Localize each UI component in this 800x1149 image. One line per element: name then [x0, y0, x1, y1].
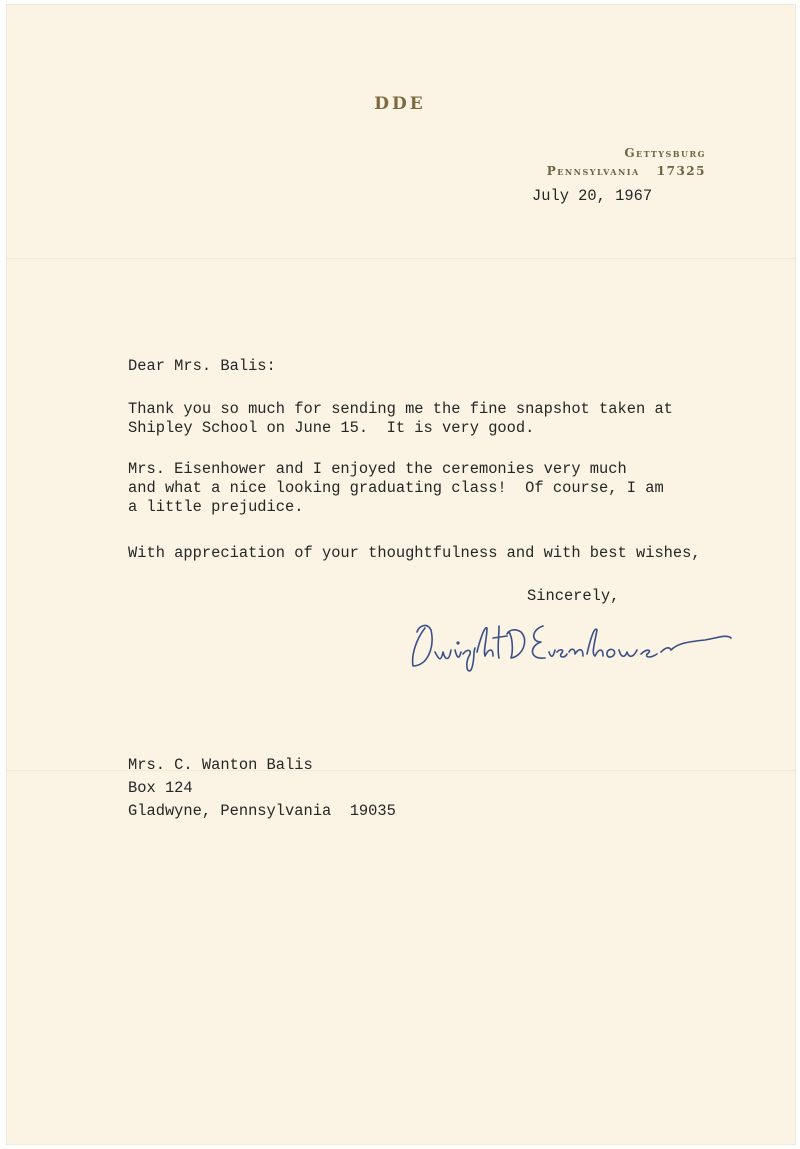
recipient-zip: 19035 — [349, 802, 396, 820]
recipient-name: Mrs. C. Wanton Balis — [128, 756, 313, 774]
handwritten-signature — [405, 608, 735, 678]
paper-fold-line — [6, 258, 796, 259]
letterhead-city: Gettysburg — [624, 146, 706, 160]
recipient-city-state-zip — [128, 802, 396, 821]
letterhead-monogram: DDE — [374, 94, 426, 114]
letterhead-state-zip — [547, 164, 706, 178]
paper-fold-line — [6, 770, 796, 771]
recipient-city-state: Gladwyne, Pennsylvania — [128, 802, 332, 820]
body-line: Mrs. Eisenhower and I enjoyed the ceremonies very much — [128, 460, 627, 478]
body-line: a little prejudice. — [128, 498, 304, 516]
body-line: and what a nice looking graduating class! Of course, I am — [128, 479, 664, 497]
body-paragraph-1 — [128, 400, 673, 438]
body-paragraph-3 — [128, 544, 701, 563]
closing: Sincerely, — [527, 587, 620, 605]
body-line: Shipley School on June 15. It is very good. — [128, 419, 535, 437]
letterhead-zip: 17325 — [656, 164, 706, 178]
body-line: With appreciation of your thoughtfulness and with best wishes, — [128, 544, 701, 562]
recipient-address-line: Box 124 — [128, 779, 193, 797]
letter-date: July 20, 1967 — [532, 187, 653, 205]
signature-ink — [405, 608, 735, 678]
body-line: Thank you so much for sending me the fine snapshot taken at — [128, 400, 673, 418]
letterhead-state: Pennsylvania — [546, 164, 640, 178]
salutation: Dear Mrs. Balis: — [128, 357, 276, 375]
body-paragraph-2 — [128, 460, 664, 517]
